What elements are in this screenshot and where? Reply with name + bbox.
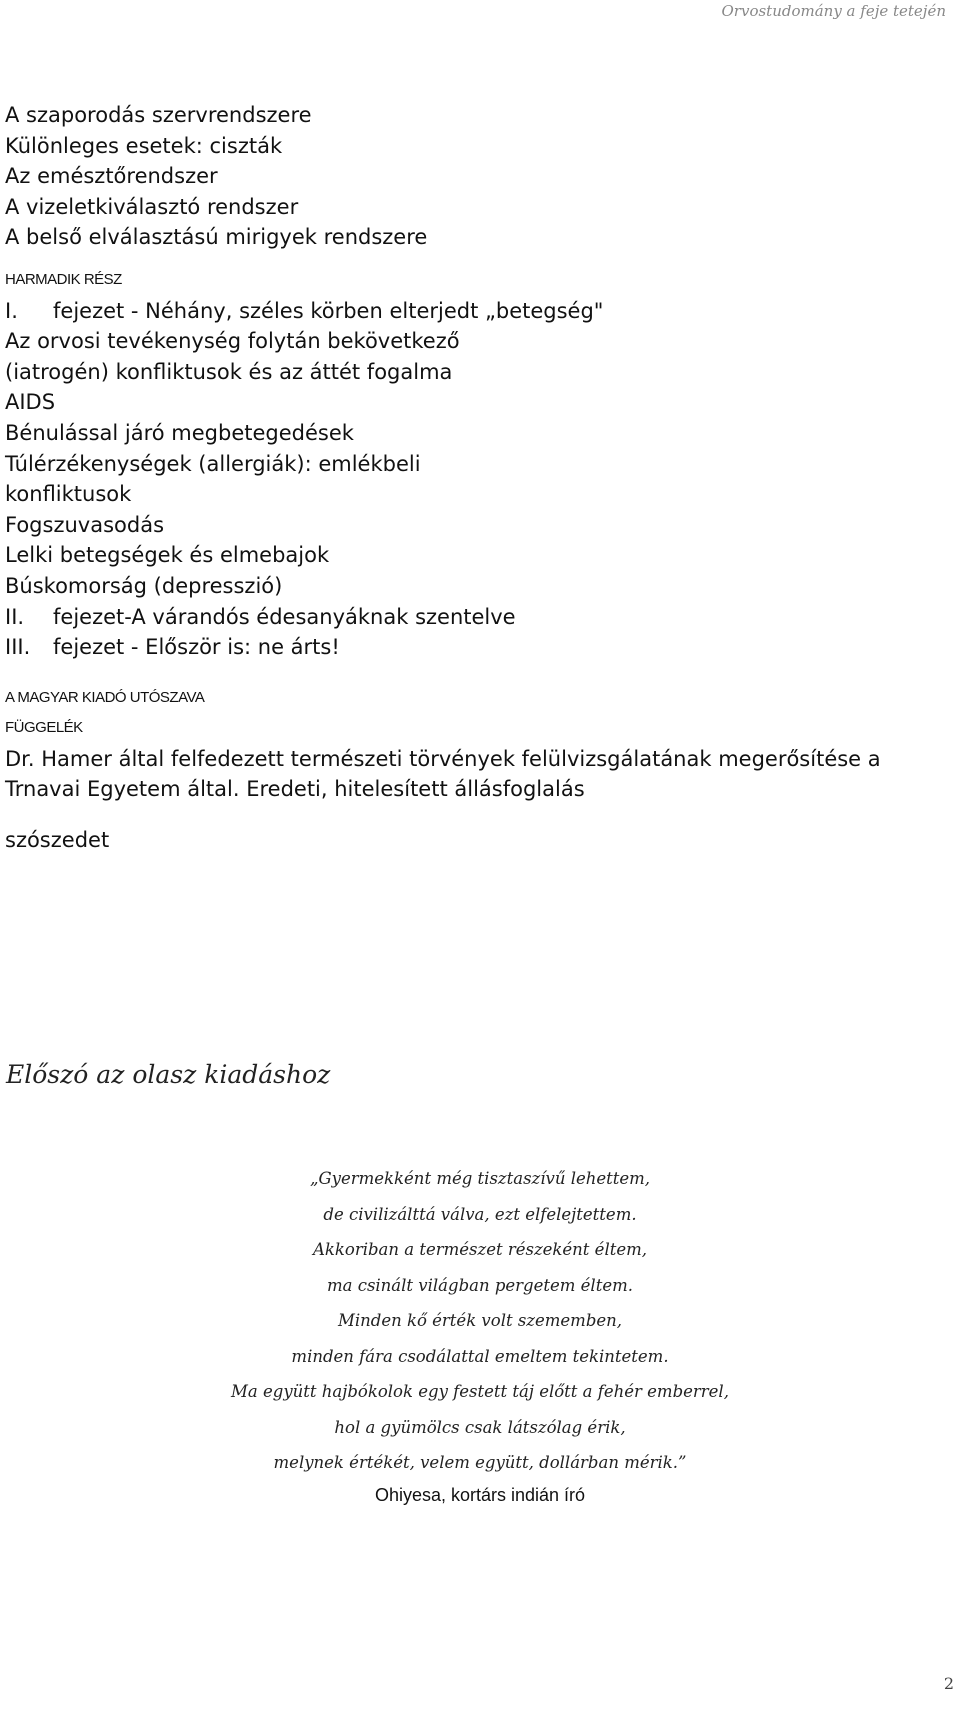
toc-entry: A belső elválasztású mirigyek rendszere — [5, 225, 428, 250]
foreword-poem — [0, 1161, 960, 1509]
toc-entry: Az orvosi tevékenység folytán bekövetkező — [5, 329, 460, 354]
toc-entry: Túlérzékenységek (allergiák): emlékbeli — [5, 451, 421, 476]
toc-entry: Bénulással járó megbetegedések — [5, 420, 354, 445]
toc-entry: Különleges esetek: ciszták — [5, 133, 283, 158]
toc-entry: Fogszuvasodás — [5, 512, 165, 537]
poem-line: Minden kő érték volt szememben, — [337, 1311, 623, 1330]
chapter-1-subentries — [5, 326, 945, 601]
toc-entry: konfliktusok — [5, 482, 132, 507]
toc-entry: Az emésztőrendszer — [5, 164, 218, 189]
toc-entry: (iatrogén) konfliktusok és az áttét fogalma — [5, 359, 453, 384]
chapter-3-number: III. — [5, 635, 31, 660]
appendix-text: Dr. Hamer által felfedezett természeti törvények felülvizsgálatának megerősítése a — [5, 746, 881, 771]
toc-entry: A szaporodás szervrendszere — [5, 103, 312, 127]
page-number: 2 — [943, 1674, 954, 1693]
part-three-heading: HARMADIK RÉSZ — [5, 270, 122, 288]
poem-author: Ohiyesa, kortárs indián író — [374, 1484, 586, 1505]
toc-entry: A vizeletkiválasztó rendszer — [5, 194, 299, 219]
appendix-heading: FÜGGELÉK — [5, 719, 83, 737]
poem-line: Akkoriban a természet részeként éltem, — [312, 1240, 648, 1259]
toc-top-list — [5, 100, 945, 253]
chapter-2-entry — [5, 602, 945, 633]
publisher-afterword-heading: A MAGYAR KIADÓ UTÓSZAVA — [5, 688, 205, 706]
poem-line: „Gyermekként még tisztaszívű lehettem, — [309, 1169, 651, 1188]
chapter-3-title: fejezet - Először is: ne árts! — [53, 635, 340, 660]
chapter-1-entry — [5, 296, 945, 327]
table-of-contents — [5, 100, 945, 856]
chapter-2-title: fejezet-A várandós édesanyáknak szentelve — [53, 604, 516, 629]
chapter-3-entry — [5, 632, 945, 663]
foreword-title: Előszó az olasz kiadáshoz — [6, 1060, 331, 1089]
poem-line: minden fára csodálattal emeltem tekintetem. — [291, 1346, 669, 1366]
toc-entry: AIDS — [5, 390, 56, 415]
appendix-text: Trnavai Egyetem által. Eredeti, hitelesített állásfoglalás — [5, 777, 585, 802]
toc-entry: Búskomorság (depresszió) — [5, 573, 283, 598]
running-header: Orvostudomány a feje tetején — [721, 2, 946, 20]
poem-line: hol a gyümölcs csak látszólag érik, — [334, 1417, 626, 1437]
poem-line: ma csinált világban pergetem éltem. — [326, 1275, 634, 1295]
toc-entry: Lelki betegségek és elmebajok — [5, 543, 330, 568]
poem-line: Ma együtt hajbókolok egy festett táj előtt a fehér emberrel, — [231, 1382, 729, 1401]
chapter-1-title: fejezet - Néhány, széles körben elterjedt „betegség" — [53, 298, 604, 323]
poem-line: melynek értékét, velem együtt, dollárban mérik.” — [273, 1453, 687, 1472]
chapter-2-number: II. — [5, 604, 25, 629]
glossary-entry: szószedet — [5, 828, 110, 853]
chapter-1-number: I. — [5, 298, 18, 323]
poem-line: de civilizálttá válva, ezt elfelejtettem. — [323, 1204, 637, 1224]
